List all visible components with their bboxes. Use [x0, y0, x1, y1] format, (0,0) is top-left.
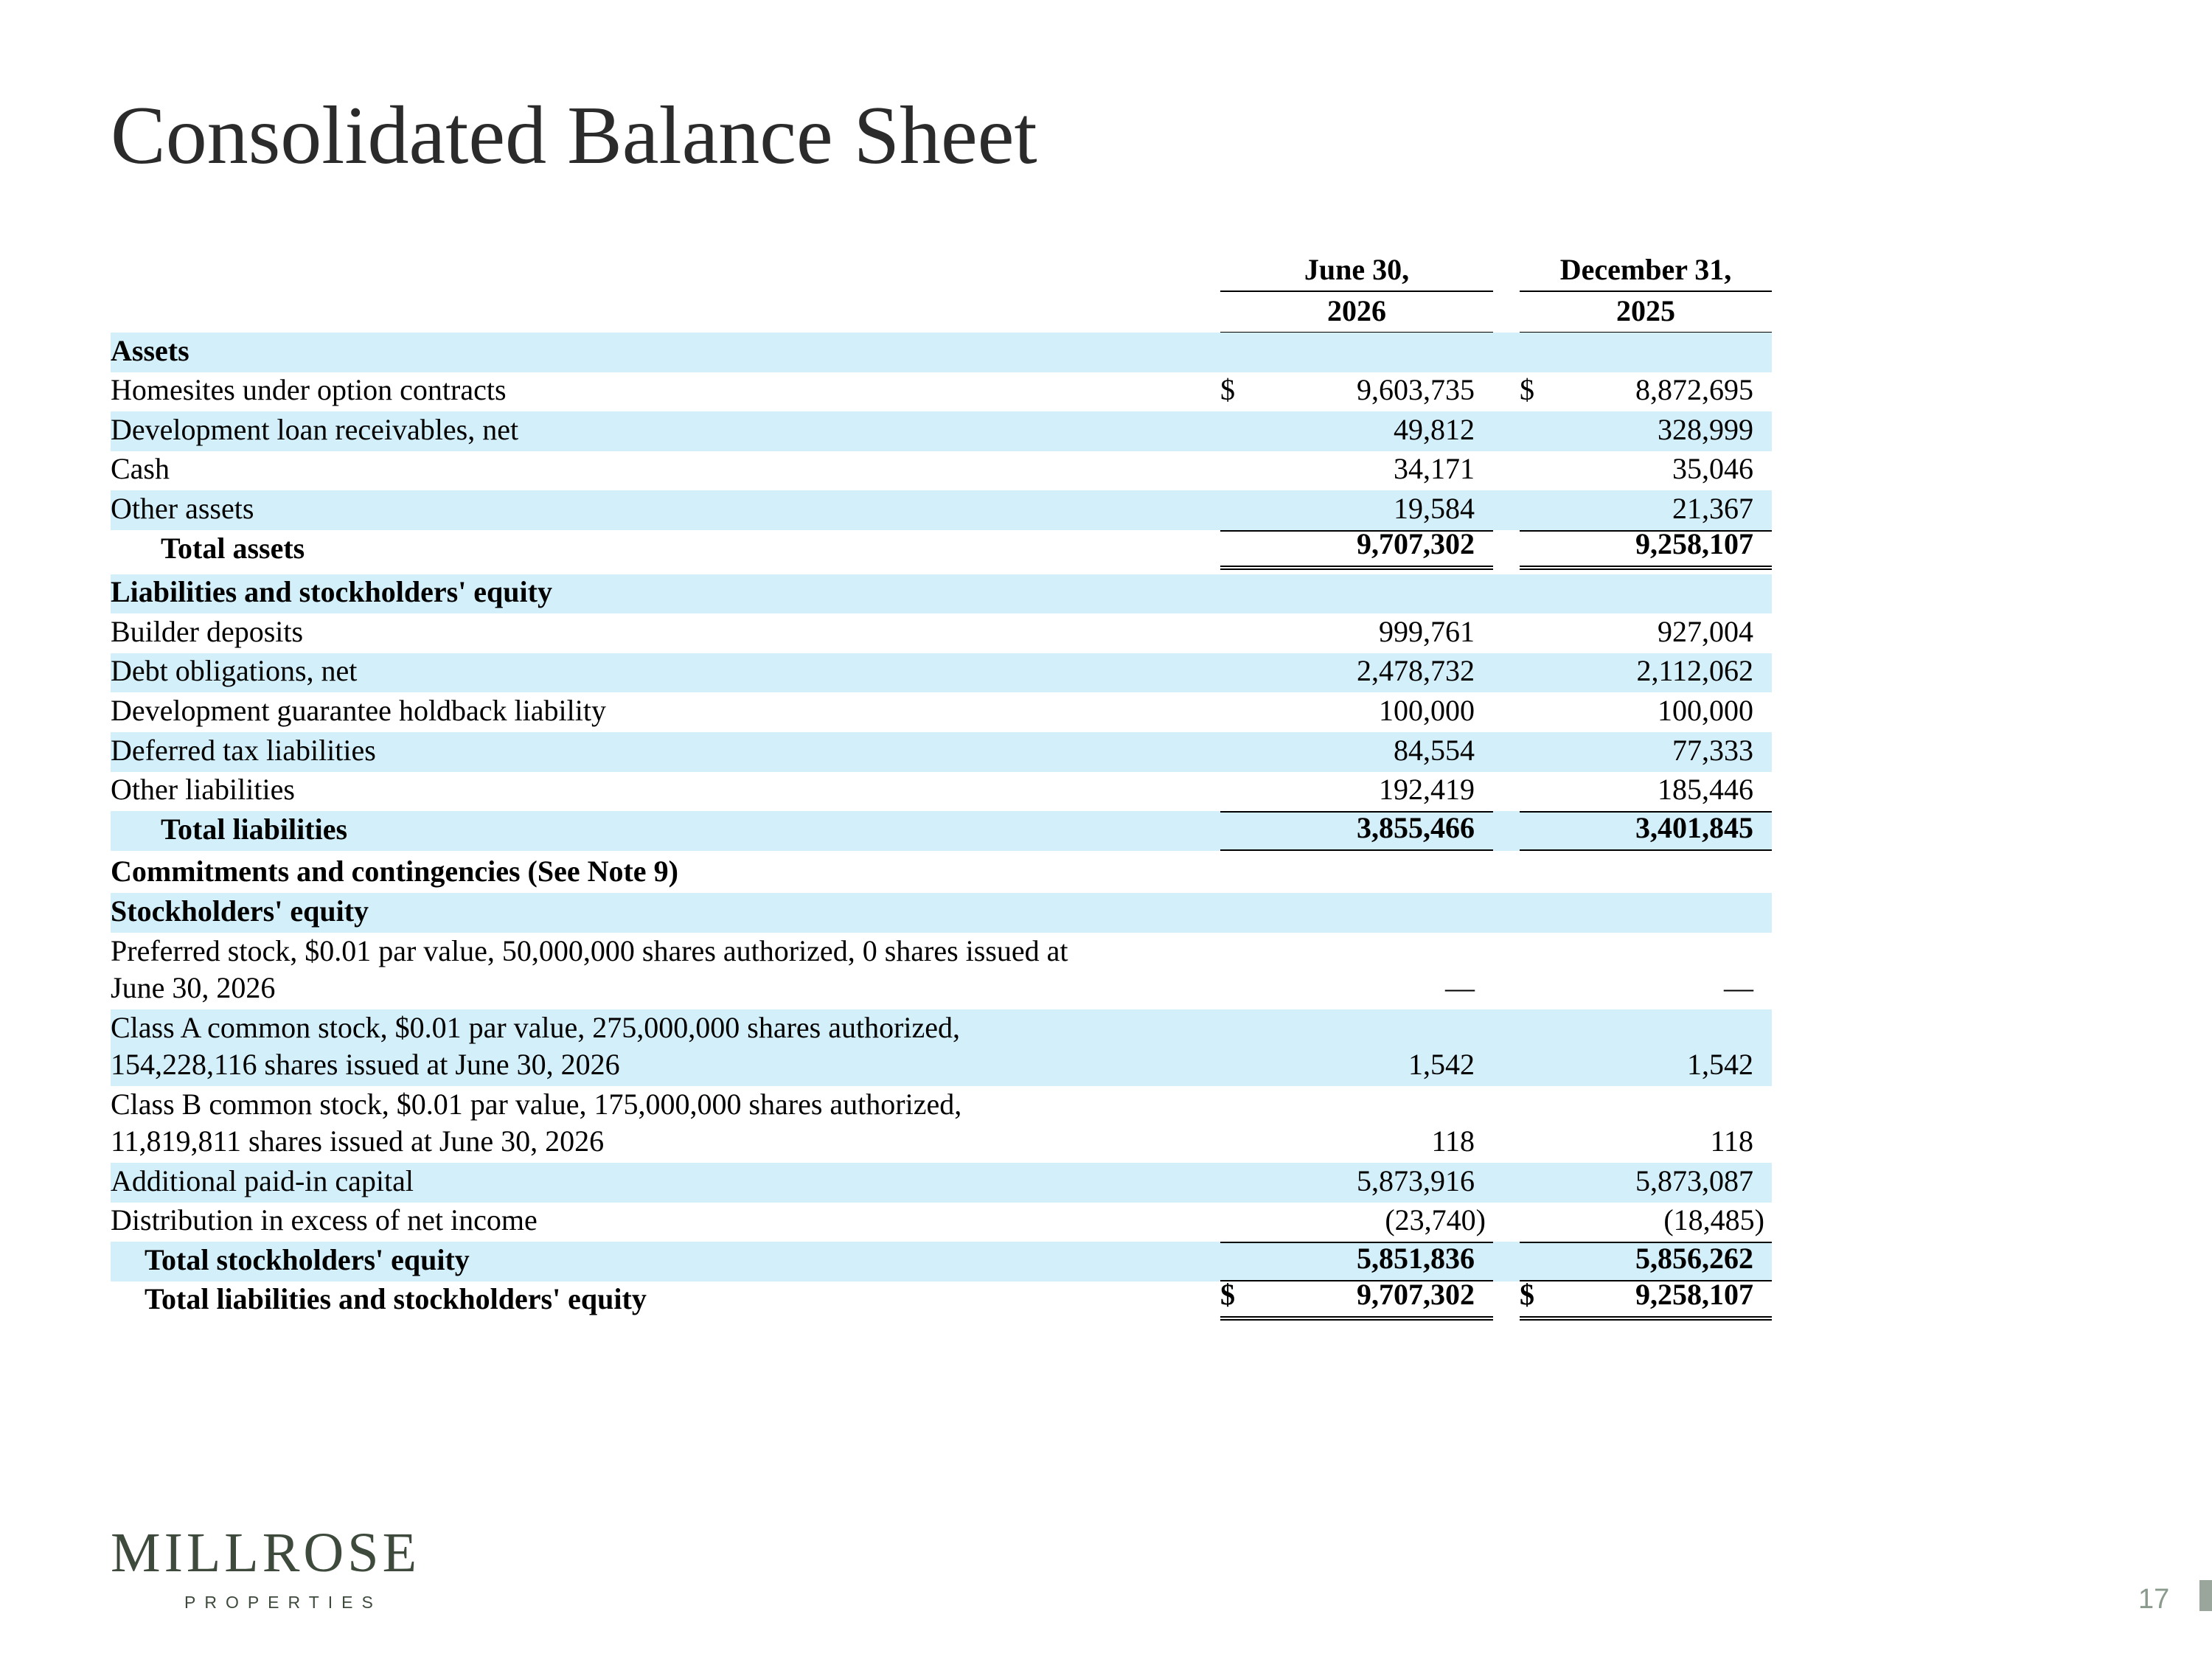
row-label: Homesites under option contracts — [111, 373, 507, 407]
value-2025: 77,333 — [1672, 733, 1753, 767]
value-2026: 84,554 — [1394, 733, 1475, 767]
table-row — [111, 854, 1772, 894]
value-2025: 35,046 — [1672, 452, 1753, 486]
value-2026: 118 — [1431, 1124, 1475, 1158]
logo-wordmark: MILLROSE — [111, 1522, 420, 1584]
table-row — [111, 692, 1772, 732]
value-2026: — — [1445, 970, 1475, 1004]
table-row — [111, 1009, 1772, 1086]
logo-subtitle: PROPERTIES — [184, 1593, 382, 1612]
commitments-heading: Commitments and contingencies (See Note 9) — [111, 855, 678, 888]
currency-symbol: $ — [1520, 373, 1534, 407]
value-2025: 3,401,845 — [1635, 810, 1753, 844]
total-row-liabilities-equity — [111, 1278, 1772, 1321]
table-row — [111, 1086, 1772, 1163]
table-row — [111, 411, 1772, 451]
table-row — [111, 451, 1772, 491]
row-label: Distribution in excess of net income — [111, 1203, 538, 1237]
total-row-equity — [111, 1242, 1772, 1281]
value-2025: 328,999 — [1658, 412, 1753, 446]
value-2025: — — [1724, 970, 1753, 1004]
value-2026: 999,761 — [1379, 614, 1475, 648]
row-label: Debt obligations, net — [111, 654, 358, 688]
row-label: Total assets — [161, 531, 305, 565]
table-row — [111, 372, 1772, 412]
value-2025: 1,542 — [1687, 1047, 1753, 1081]
row-label: Cash — [111, 452, 170, 486]
value-2025: (18,485) — [1663, 1203, 1764, 1237]
row-label: Other assets — [111, 491, 254, 525]
row-label: Total stockholders' equity — [145, 1242, 470, 1276]
row-label: Total liabilities — [161, 812, 348, 846]
row-label-continued: 154,228,116 shares issued at June 30, 2026 — [111, 1047, 620, 1081]
currency-symbol: $ — [1220, 1278, 1235, 1312]
value-2026: 34,171 — [1394, 452, 1475, 486]
value-2026: (23,740) — [1385, 1203, 1486, 1237]
row-label: Builder deposits — [111, 614, 304, 648]
row-label: Class A common stock, $0.01 par value, 275,000,000 shares authorized, — [111, 1010, 961, 1044]
row-label: Preferred stock, $0.01 par value, 50,000,000 shares authorized, 0 shares issued at — [111, 933, 1068, 967]
table-row — [111, 333, 1772, 372]
section-heading-assets: Assets — [111, 333, 189, 367]
row-label: Other liabilities — [111, 773, 295, 807]
value-2025: 100,000 — [1658, 693, 1753, 727]
column-header-year-2026: 2026 — [1220, 291, 1493, 333]
row-label: Development loan receivables, net — [111, 412, 519, 446]
page-title: Consolidated Balance Sheet — [111, 90, 1037, 181]
row-label: Class B common stock, $0.01 par value, 175,000,000 shares authorized, — [111, 1087, 962, 1121]
value-2026: 49,812 — [1394, 412, 1475, 446]
table-row — [111, 490, 1772, 530]
table-row — [111, 1163, 1772, 1203]
table-row — [111, 772, 1772, 812]
table-row — [111, 574, 1772, 614]
table-row — [111, 653, 1772, 693]
value-2026: 9,707,302 — [1357, 1278, 1475, 1312]
balance-sheet-table — [111, 333, 1772, 1321]
value-2025: 118 — [1710, 1124, 1753, 1158]
table-row — [111, 1203, 1772, 1242]
page-marker-bar — [2199, 1580, 2212, 1611]
millrose-logo — [111, 1522, 420, 1613]
value-2026: 1,542 — [1408, 1047, 1475, 1081]
table-row — [111, 933, 1772, 1009]
value-2026: 5,851,836 — [1357, 1241, 1475, 1275]
value-2025: 9,258,107 — [1635, 526, 1753, 560]
total-row-liabilities — [111, 811, 1772, 851]
row-label: Additional paid-in capital — [111, 1164, 414, 1197]
value-2026: 5,873,916 — [1357, 1164, 1475, 1197]
value-2025: 21,367 — [1672, 491, 1753, 525]
value-2026: 9,707,302 — [1357, 526, 1475, 560]
table-row — [111, 613, 1772, 653]
total-row-assets — [111, 526, 1772, 570]
value-2025: 5,873,087 — [1635, 1164, 1753, 1197]
value-2026: 3,855,466 — [1357, 810, 1475, 844]
value-2026: 2,478,732 — [1357, 654, 1475, 688]
value-2025: 5,856,262 — [1635, 1241, 1753, 1275]
section-heading-equity: Stockholders' equity — [111, 894, 369, 928]
table-row — [111, 732, 1772, 772]
value-2026: 9,603,735 — [1357, 373, 1475, 407]
value-2025: 185,446 — [1658, 773, 1753, 807]
section-heading-liabilities: Liabilities and stockholders' equity — [111, 575, 552, 609]
value-2025: 8,872,695 — [1635, 373, 1753, 407]
row-label-continued: June 30, 2026 — [111, 970, 276, 1004]
row-label-continued: 11,819,811 shares issued at June 30, 2026 — [111, 1124, 605, 1158]
row-label: Deferred tax liabilities — [111, 733, 376, 767]
value-2025: 9,258,107 — [1635, 1278, 1753, 1312]
row-label: Total liabilities and stockholders' equity — [145, 1282, 647, 1316]
currency-symbol: $ — [1220, 373, 1235, 407]
value-2026: 19,584 — [1394, 491, 1475, 525]
currency-symbol: $ — [1520, 1278, 1534, 1312]
row-label: Development guarantee holdback liability — [111, 693, 606, 727]
value-2025: 927,004 — [1658, 614, 1753, 648]
value-2026: 100,000 — [1379, 693, 1475, 727]
page-number: 17 — [2138, 1584, 2170, 1615]
column-header-june-30: June 30, — [1220, 249, 1493, 292]
value-2025: 2,112,062 — [1636, 654, 1753, 688]
table-row — [111, 893, 1772, 933]
column-header-december-31: December 31, — [1520, 249, 1772, 292]
value-2026: 192,419 — [1379, 773, 1475, 807]
column-header-year-2025: 2025 — [1520, 291, 1772, 333]
